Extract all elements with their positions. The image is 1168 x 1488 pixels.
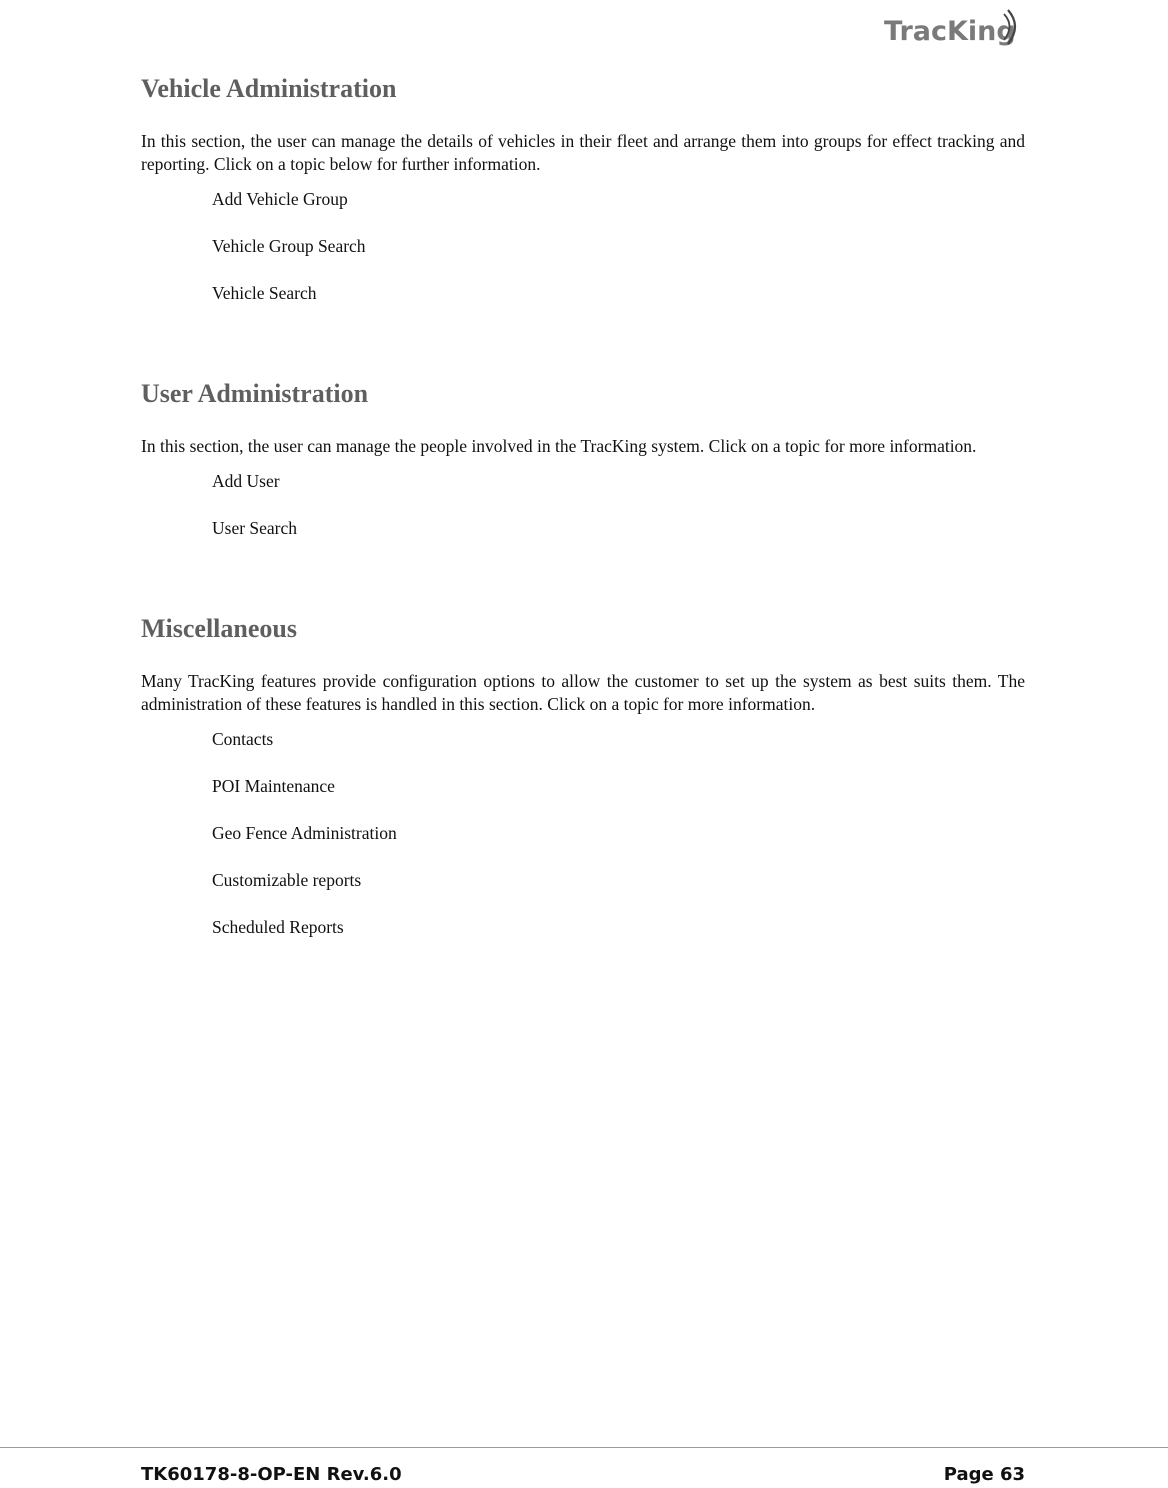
topic-list bbox=[141, 188, 1025, 305]
section-heading: Miscellaneous bbox=[141, 614, 297, 643]
footer-divider bbox=[0, 1447, 1168, 1448]
section-miscellaneous bbox=[141, 612, 1025, 939]
topic-link-vehicle-search[interactable]: Vehicle Search bbox=[212, 283, 317, 303]
section-intro: In this section, the user can manage the people involved in the TracKing system. Click on a topic for more information. bbox=[141, 436, 977, 456]
section-spacer bbox=[141, 305, 1025, 377]
section-intro: Many TracKing features provide configuration options to allow the customer to set up the system as best suits them. The administration of these features is handled in this section. Click on a topic for more information. bbox=[141, 671, 1025, 714]
topic-list bbox=[141, 470, 1025, 540]
section-user-administration bbox=[141, 377, 1025, 540]
footer-page-number: Page 63 bbox=[943, 1464, 1025, 1485]
topic-link-customizable-reports[interactable]: Customizable reports bbox=[212, 870, 362, 890]
page-content bbox=[141, 72, 1025, 939]
topic-link-vehicle-group-search[interactable]: Vehicle Group Search bbox=[212, 236, 366, 256]
topic-link-add-vehicle-group[interactable]: Add Vehicle Group bbox=[212, 189, 348, 209]
topic-link-scheduled-reports[interactable]: Scheduled Reports bbox=[212, 917, 344, 937]
topic-link-user-search[interactable]: User Search bbox=[212, 518, 298, 538]
section-spacer bbox=[141, 540, 1025, 612]
topic-link-add-user[interactable]: Add User bbox=[212, 471, 280, 491]
section-vehicle-administration bbox=[141, 72, 1025, 305]
topic-link-geo-fence-administration[interactable]: Geo Fence Administration bbox=[212, 823, 397, 843]
footer-document-id: TK60178-8-OP-EN Rev.6.0 bbox=[141, 1464, 402, 1485]
section-heading: Vehicle Administration bbox=[141, 74, 397, 103]
section-intro: In this section, the user can manage the details of vehicles in their fleet and arrange them into groups for effect tracking and reporting. Click on a topic below for further information. bbox=[141, 131, 1025, 174]
tracking-logo-wordmark: TracKing bbox=[884, 16, 1016, 47]
tracking-logo-graphic bbox=[880, 4, 1030, 52]
tracking-logo bbox=[880, 4, 1030, 52]
topic-link-poi-maintenance[interactable]: POI Maintenance bbox=[212, 776, 335, 796]
section-heading: User Administration bbox=[141, 379, 369, 408]
topic-link-contacts[interactable]: Contacts bbox=[212, 729, 274, 749]
topic-list bbox=[141, 728, 1025, 939]
